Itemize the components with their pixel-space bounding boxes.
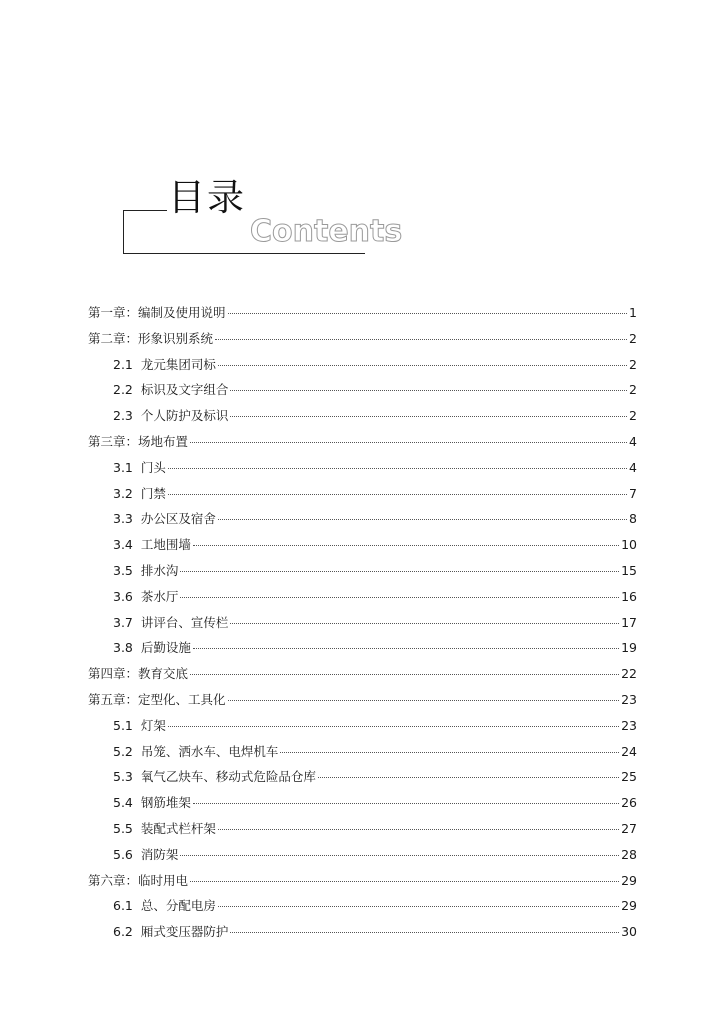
toc-page-number: 17 xyxy=(621,614,637,630)
toc-page-number: 26 xyxy=(621,795,637,811)
toc-page-number: 1 xyxy=(629,305,637,320)
toc-dot-leader xyxy=(193,541,619,546)
bracket-top-line xyxy=(123,210,167,211)
toc-entry-number: 3.7 xyxy=(113,614,133,630)
toc-section-entry[interactable] xyxy=(88,919,637,945)
toc-dot-leader xyxy=(218,515,627,520)
toc-chapter-entry[interactable] xyxy=(88,868,637,894)
toc-entry-number: 2.1 xyxy=(113,356,133,372)
toc-dot-leader xyxy=(215,335,627,340)
toc-dot-leader xyxy=(180,851,619,856)
toc-page-number: 22 xyxy=(621,666,637,682)
toc-dot-leader xyxy=(168,490,627,495)
toc-section-entry[interactable] xyxy=(88,558,637,584)
toc-entry-label: 后勤设施 xyxy=(140,640,191,656)
toc-entry-number: 5.3 xyxy=(113,769,133,785)
toc-page-number: 8 xyxy=(629,511,637,527)
toc-page-number: 30 xyxy=(621,924,637,940)
toc-dot-leader xyxy=(228,309,628,314)
toc-dot-leader xyxy=(218,361,627,366)
toc-entry-label: 消防架 xyxy=(140,846,179,862)
toc-page-number: 25 xyxy=(621,769,637,785)
toc-page-number: 23 xyxy=(621,691,637,707)
toc-entry-label: 第五章：定型化、工具化 xyxy=(88,691,226,707)
toc-entry-label: 办公区及宿舍 xyxy=(140,511,216,527)
toc-entry-number: 5.4 xyxy=(113,795,133,811)
toc-entry-label: 讲评台、宣传栏 xyxy=(140,614,229,630)
toc-section-entry[interactable] xyxy=(88,739,637,765)
table-of-contents xyxy=(88,300,637,945)
toc-dot-leader xyxy=(228,696,620,701)
toc-entry-label: 第三章：场地布置 xyxy=(88,433,189,449)
page-title: 目录 xyxy=(168,176,246,219)
bracket-bottom-line xyxy=(123,253,365,254)
toc-dot-leader xyxy=(318,773,619,778)
toc-dot-leader xyxy=(230,386,627,391)
toc-page-number: 29 xyxy=(621,898,637,914)
toc-dot-leader xyxy=(218,825,619,830)
toc-section-entry[interactable] xyxy=(88,635,637,661)
toc-page-number: 29 xyxy=(621,872,637,888)
toc-dot-leader xyxy=(230,412,627,417)
toc-section-entry[interactable] xyxy=(88,455,637,481)
toc-entry-label: 门禁 xyxy=(140,485,166,501)
toc-page-number: 2 xyxy=(629,330,637,346)
toc-section-entry[interactable] xyxy=(88,764,637,790)
toc-entry-label: 门头 xyxy=(140,459,166,475)
toc-entry-label: 排水沟 xyxy=(140,562,179,578)
toc-chapter-entry[interactable] xyxy=(88,300,637,326)
toc-page-number: 24 xyxy=(621,743,637,759)
toc-entry-label: 茶水厅 xyxy=(140,588,179,604)
toc-section-entry[interactable] xyxy=(88,713,637,739)
toc-dot-leader xyxy=(168,464,627,469)
toc-dot-leader xyxy=(180,593,619,598)
toc-entry-number: 6.1 xyxy=(113,898,133,914)
toc-dot-leader xyxy=(193,799,619,804)
toc-entry-number: 5.6 xyxy=(113,846,133,862)
toc-entry-number: 3.6 xyxy=(113,588,133,604)
toc-entry-label: 龙元集团司标 xyxy=(140,356,216,372)
toc-entry-number: 2.2 xyxy=(113,382,133,398)
toc-entry-number: 5.1 xyxy=(113,717,133,733)
toc-entry-number: 6.2 xyxy=(113,924,133,940)
toc-page-number: 28 xyxy=(621,846,637,862)
toc-entry-label: 吊笼、洒水车、电焊机车 xyxy=(140,743,279,759)
toc-section-entry[interactable] xyxy=(88,893,637,919)
toc-entry-number: 3.5 xyxy=(113,562,133,578)
toc-entry-label: 氧气乙炔车、移动式危险品仓库 xyxy=(140,769,316,785)
toc-dot-leader xyxy=(168,722,619,727)
toc-dot-leader xyxy=(190,670,619,675)
toc-entry-label: 灯架 xyxy=(140,717,166,733)
toc-chapter-entry[interactable] xyxy=(88,326,637,352)
toc-dot-leader xyxy=(190,438,627,443)
toc-entry-number: 5.5 xyxy=(113,820,133,836)
toc-chapter-entry[interactable] xyxy=(88,429,637,455)
toc-entry-number: 3.2 xyxy=(113,485,133,501)
toc-header xyxy=(0,0,724,270)
toc-entry-label: 标识及文字组合 xyxy=(140,382,229,398)
toc-dot-leader xyxy=(230,928,619,933)
toc-section-entry[interactable] xyxy=(88,506,637,532)
toc-section-entry[interactable] xyxy=(88,403,637,429)
toc-page-number: 2 xyxy=(629,382,637,398)
toc-entry-number: 3.3 xyxy=(113,511,133,527)
toc-entry-number: 3.1 xyxy=(113,459,133,475)
toc-entry-label: 工地围墙 xyxy=(140,537,191,553)
toc-entry-label: 装配式栏杆架 xyxy=(140,820,216,836)
toc-section-entry[interactable] xyxy=(88,842,637,868)
toc-page-number: 16 xyxy=(621,588,637,604)
toc-page-number: 4 xyxy=(629,459,637,475)
toc-page-number: 10 xyxy=(621,537,637,553)
toc-section-entry[interactable] xyxy=(88,377,637,403)
toc-section-entry[interactable] xyxy=(88,584,637,610)
toc-entry-number: 3.4 xyxy=(113,537,133,553)
toc-chapter-entry[interactable] xyxy=(88,661,637,687)
toc-section-entry[interactable] xyxy=(88,790,637,816)
toc-dot-leader xyxy=(280,748,619,753)
bracket-left-line xyxy=(123,210,124,254)
toc-page-number: 7 xyxy=(629,485,637,501)
toc-entry-label: 第一章：编制及使用说明 xyxy=(88,305,226,320)
toc-entry-number: 5.2 xyxy=(113,743,133,759)
toc-entry-number: 3.8 xyxy=(113,640,133,656)
toc-dot-leader xyxy=(218,902,619,907)
toc-entry-label: 第四章：教育交底 xyxy=(88,666,189,682)
toc-entry-label: 钢筋堆架 xyxy=(140,795,191,811)
toc-page-number: 23 xyxy=(621,717,637,733)
toc-page-number: 27 xyxy=(621,820,637,836)
toc-section-entry[interactable] xyxy=(88,532,637,558)
toc-dot-leader xyxy=(193,644,619,649)
toc-page-number: 4 xyxy=(629,433,637,449)
toc-section-entry[interactable] xyxy=(88,481,637,507)
toc-entry-label: 总、分配电房 xyxy=(140,898,216,914)
toc-section-entry[interactable] xyxy=(88,352,637,378)
toc-entry-label: 个人防护及标识 xyxy=(140,408,229,424)
toc-chapter-entry[interactable] xyxy=(88,687,637,713)
toc-page-number: 2 xyxy=(629,356,637,372)
toc-page-number: 2 xyxy=(629,408,637,424)
toc-entry-label: 第二章：形象识别系统 xyxy=(88,330,214,346)
page-subtitle: Contents xyxy=(250,214,403,249)
toc-section-entry[interactable] xyxy=(88,610,637,636)
toc-dot-leader xyxy=(190,877,619,882)
toc-dot-leader xyxy=(230,619,619,624)
toc-page-number: 15 xyxy=(621,562,637,578)
toc-entry-label: 厢式变压器防护 xyxy=(140,924,229,940)
toc-section-entry[interactable] xyxy=(88,816,637,842)
toc-entry-label: 第六章：临时用电 xyxy=(88,872,189,888)
toc-page-number: 19 xyxy=(621,640,637,656)
toc-entry-number: 2.3 xyxy=(113,408,133,424)
toc-dot-leader xyxy=(180,567,619,572)
